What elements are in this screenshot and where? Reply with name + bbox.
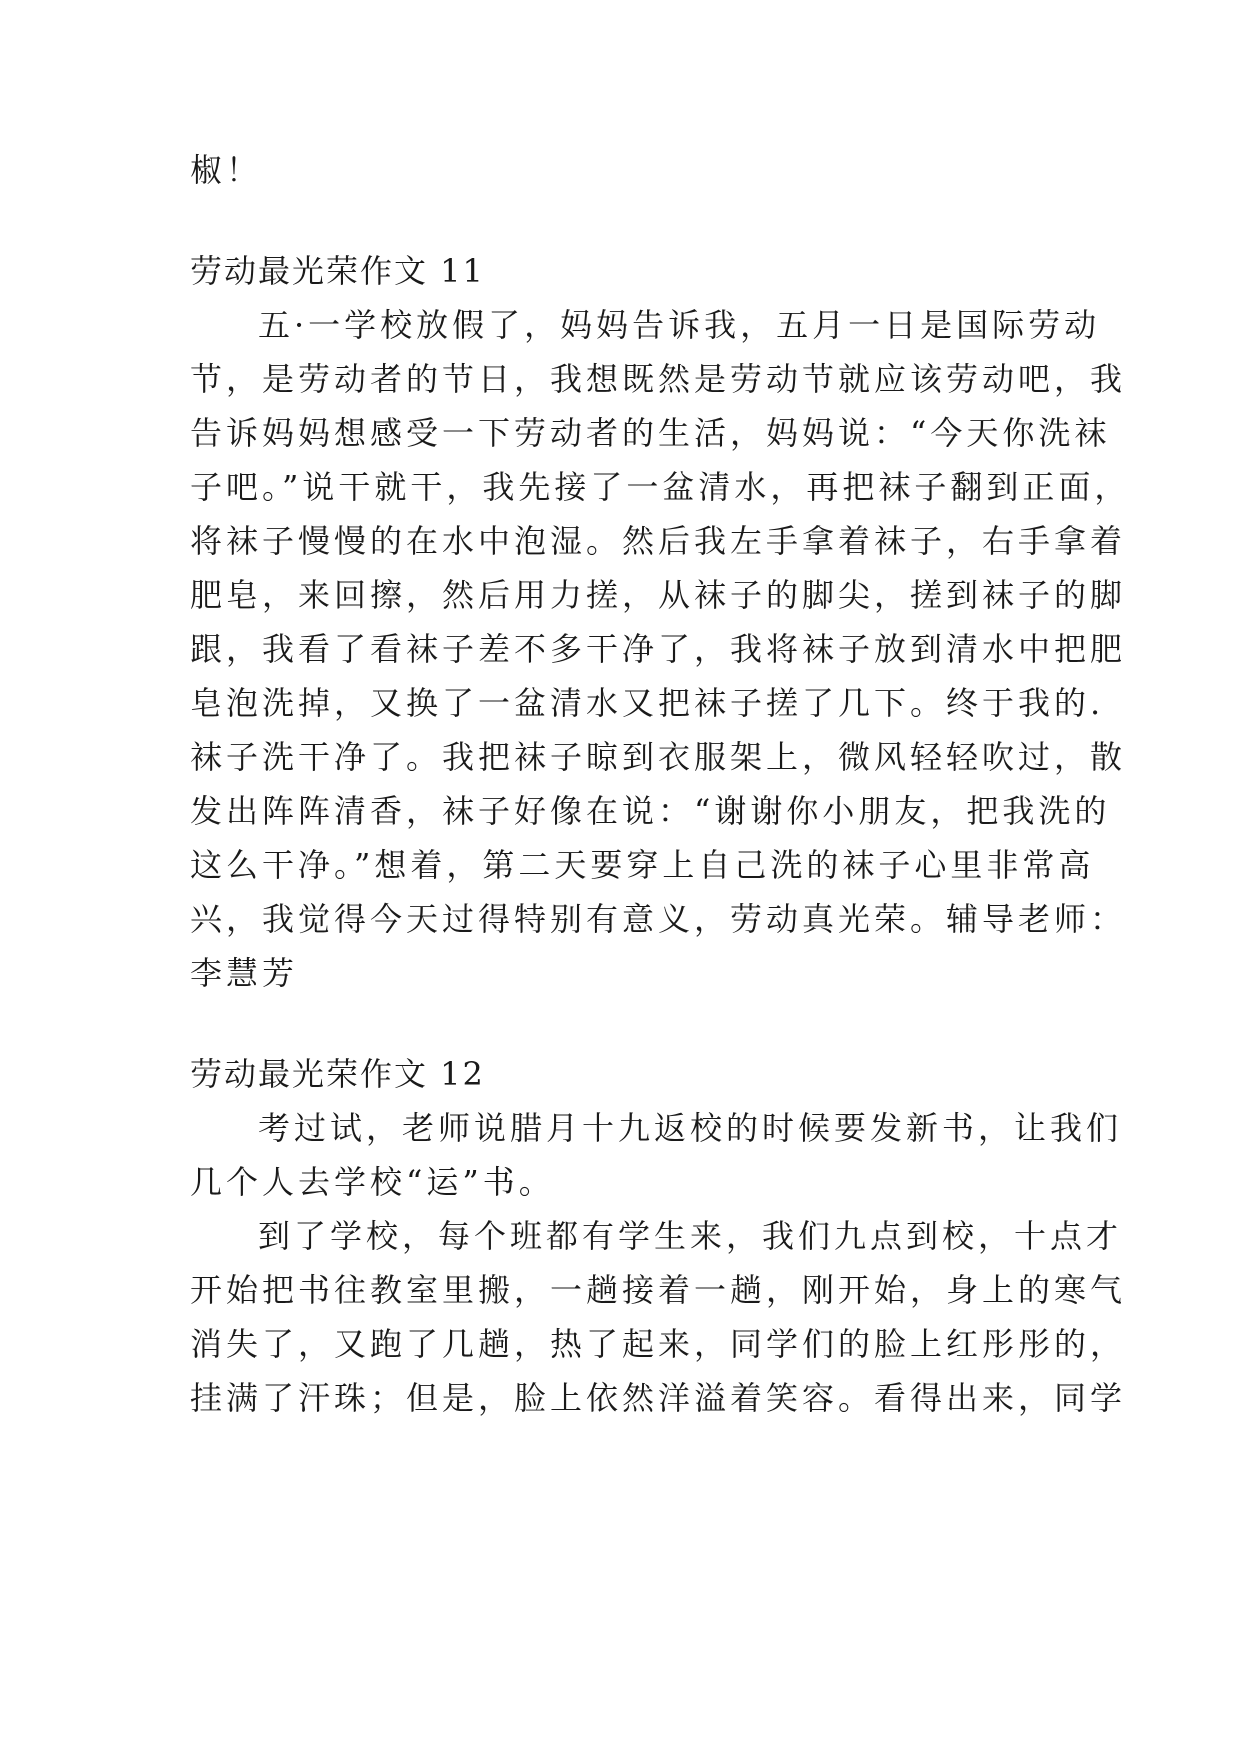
paragraph-line: 告诉妈妈想感受一下劳动者的生活，妈妈说：“今天你洗袜	[190, 414, 1111, 452]
text-line: 椒！	[190, 151, 263, 189]
paragraph-line: 兴，我觉得今天过得特别有意义，劳动真光荣。辅导老师：	[190, 900, 1127, 938]
paragraph-line: 到了学校，每个班都有学生来，我们九点到校，十点才	[258, 1217, 1123, 1255]
paragraph-line: 这么干净。”想着，第二天要穿上自己洗的袜子心里非常高	[190, 846, 1095, 884]
essay-heading: 劳动最光荣作文 12	[190, 1055, 485, 1093]
paragraph-line: 开始把书往教室里搬，一趟接着一趟，刚开始，身上的寒气	[190, 1271, 1127, 1309]
paragraph-line: 将袜子慢慢的在水中泡湿。然后我左手拿着袜子，右手拿着	[190, 522, 1127, 560]
paragraph-line: 节，是劳动者的节日，我想既然是劳动节就应该劳动吧，我	[190, 360, 1127, 398]
paragraph-line: 考过试，老师说腊月十九返校的时候要发新书，让我们	[258, 1109, 1123, 1147]
paragraph-line: 消失了，又跑了几趟，热了起来，同学们的脸上红彤彤的，	[190, 1325, 1127, 1363]
paragraph-line: 皂泡洗掉，又换了一盆清水又把袜子搓了几下。终于我的.	[190, 684, 1105, 722]
paragraph-line: 五·一学校放假了，妈妈告诉我，五月一日是国际劳动	[258, 306, 1101, 344]
paragraph-line: 挂满了汗珠；但是，脸上依然洋溢着笑容。看得出来，同学	[190, 1379, 1127, 1417]
paragraph-line: 跟，我看了看袜子差不多干净了，我将袜子放到清水中把肥	[190, 630, 1127, 668]
paragraph-line: 袜子洗干净了。我把袜子晾到衣服架上，微风轻轻吹过，散	[190, 738, 1127, 776]
paragraph-line: 发出阵阵清香，袜子好像在说：“谢谢你小朋友，把我洗的	[190, 792, 1111, 830]
paragraph-line: 李慧芳	[190, 954, 299, 992]
paragraph-line: 几个人去学校“运”书。	[190, 1163, 555, 1201]
paragraph-line: 子吧。”说干就干，我先接了一盆清水，再把袜子翻到正面，	[190, 468, 1131, 506]
paragraph-line: 肥皂，来回擦，然后用力搓，从袜子的脚尖，搓到袜子的脚	[190, 576, 1127, 614]
essay-heading: 劳动最光荣作文 11	[190, 252, 485, 290]
